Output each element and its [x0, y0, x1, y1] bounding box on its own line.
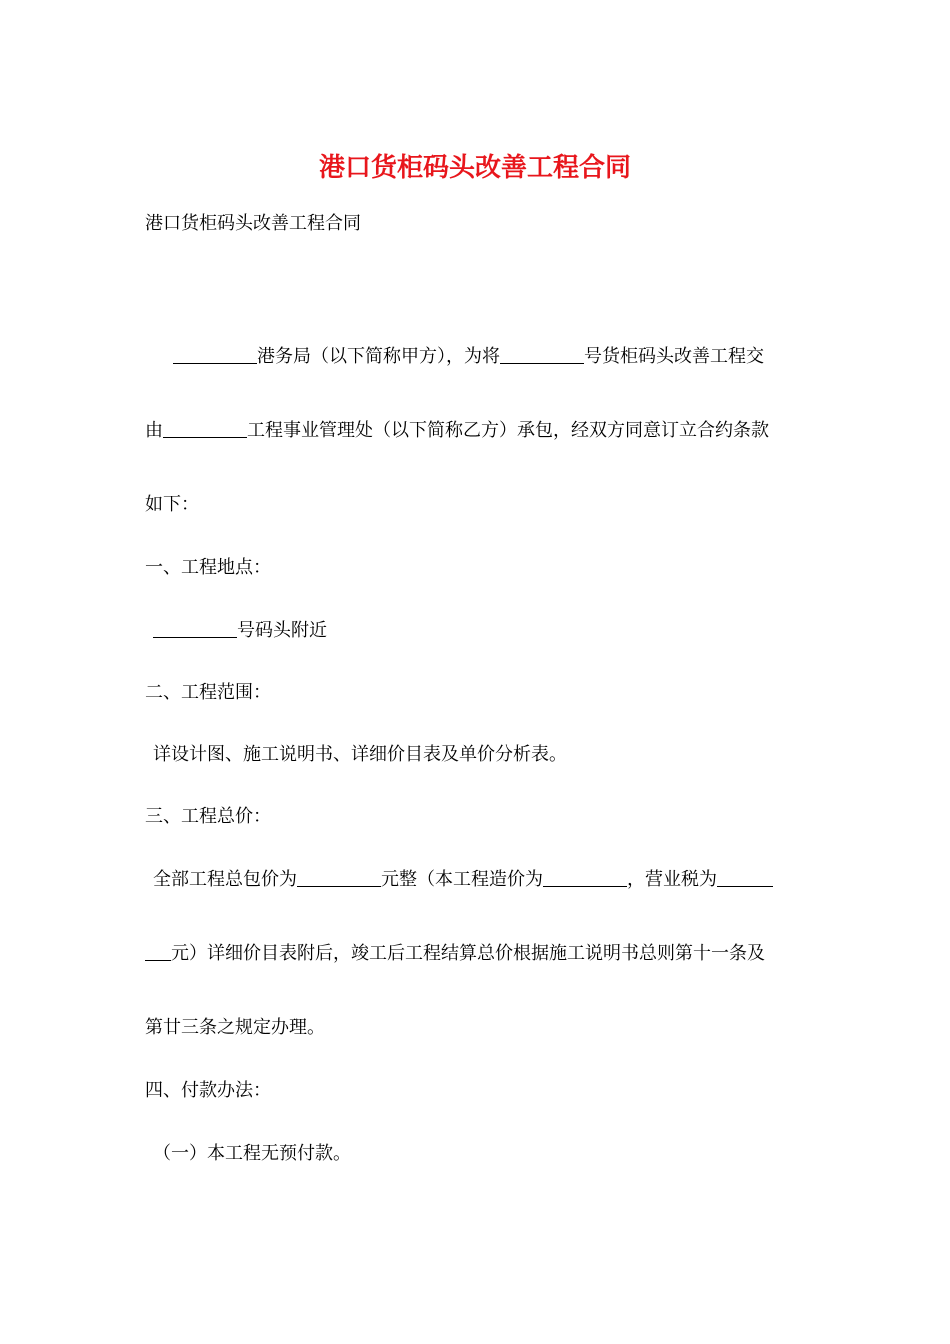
- intro-line-3: 如下：: [145, 494, 199, 515]
- section-heading: 三、工程总价：: [145, 806, 271, 827]
- document-title: 港口货柜码头改善工程合同: [318, 153, 631, 183]
- section-heading: 四、付款办法：: [145, 1080, 271, 1101]
- section-text: 号码头附近: [237, 620, 327, 641]
- document-subtitle: 港口货柜码头改善工程合同: [145, 213, 361, 234]
- section-text: 全部工程总包价为: [153, 869, 297, 890]
- section-text: 元）详细价目表附后，竣工后工程结算总价根据施工说明书总则第十一条及: [171, 943, 765, 964]
- section-heading: 二、工程范围：: [145, 682, 271, 703]
- blank-field: [297, 868, 381, 887]
- section-heading: 一、工程地点：: [145, 557, 271, 578]
- section-text: 元整（本工程造价为: [381, 869, 543, 890]
- intro-text: 港务局（以下简称甲方），为将: [257, 346, 500, 367]
- blank-field: [500, 345, 584, 364]
- blank-field: [153, 619, 237, 638]
- section-content: 详设计图、施工说明书、详细价目表及单价分析表。: [153, 744, 567, 765]
- intro-line-2: [145, 417, 810, 445]
- section-content: 第廿三条之规定办理。: [145, 1017, 325, 1038]
- intro-text: 由: [145, 420, 163, 441]
- intro-text: 工程事业管理处（以下简称乙方）承包，经双方同意订立合约条款: [247, 420, 769, 441]
- blank-field: [717, 868, 773, 887]
- section-content: [153, 617, 818, 645]
- blank-field: [163, 419, 247, 438]
- blank-field: [543, 868, 627, 887]
- blank-field: [145, 942, 171, 961]
- section-content: [145, 940, 810, 968]
- intro-text: 号货柜码头改善工程交: [584, 346, 764, 367]
- section-content: （一）本工程无预付款。: [153, 1143, 351, 1164]
- blank-field: [173, 345, 257, 364]
- section-text: ，营业税为: [627, 869, 717, 890]
- intro-line-1: [173, 343, 838, 371]
- section-content: [153, 866, 818, 894]
